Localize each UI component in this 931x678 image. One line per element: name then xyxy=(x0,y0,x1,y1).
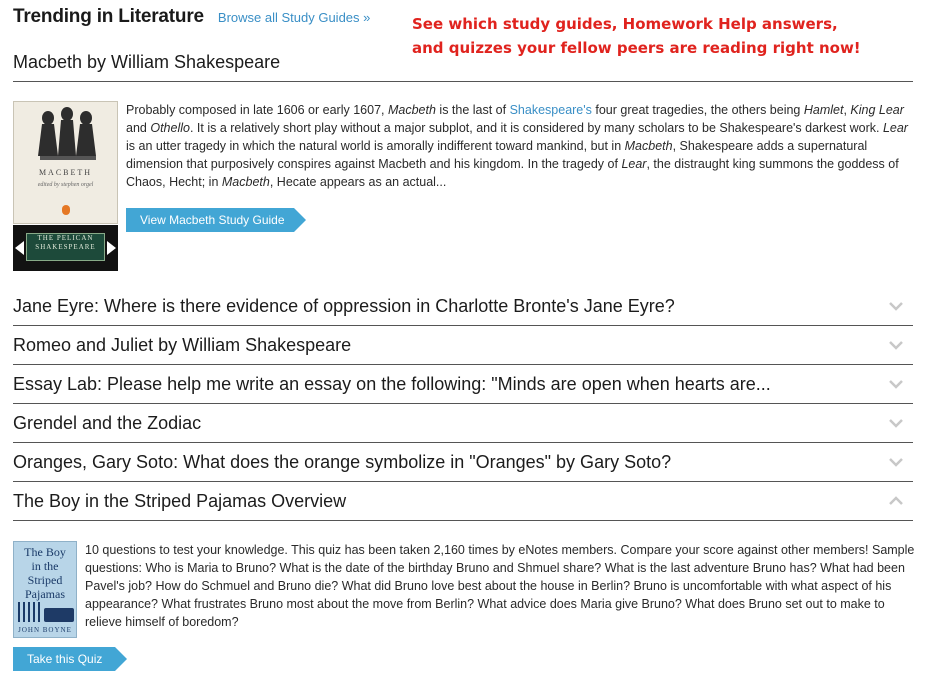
accordion-item-macbeth[interactable] xyxy=(13,43,913,82)
chevron-down-icon[interactable] xyxy=(889,456,903,468)
accordion-title: The Boy in the Striped Pajamas Overview xyxy=(13,491,347,511)
view-study-guide-button[interactable]: View Macbeth Study Guide xyxy=(126,208,294,232)
witches-illustration-icon xyxy=(14,104,119,164)
promo-line-2: and quizzes your fellow peers are reading right now! xyxy=(412,39,861,57)
accordion-item-essay-lab[interactable] xyxy=(13,365,913,404)
take-quiz-button[interactable]: Take this Quiz xyxy=(13,647,115,671)
macbeth-cover-title: MACBETH xyxy=(38,168,93,177)
browse-study-guides-link[interactable]: Browse all Study Guides » xyxy=(217,10,371,25)
accordion-item-grendel[interactable] xyxy=(13,404,913,443)
accordion-title: Macbeth by William Shakespeare xyxy=(13,52,281,72)
chevron-up-icon[interactable] xyxy=(889,495,903,507)
accordion-title: Jane Eyre: Where is there evidence of oppression in Charlotte Bronte's Jane Eyre? xyxy=(13,296,675,316)
accordion-item-jane-eyre[interactable] xyxy=(13,287,913,326)
chevron-down-icon[interactable] xyxy=(889,417,903,429)
accordion-title: Essay Lab: Please help me write an essay on the following: "Minds are open when hearts are... xyxy=(13,374,771,394)
chevron-down-icon[interactable] xyxy=(889,339,903,351)
accordion-item-striped-pajamas[interactable] xyxy=(13,482,913,521)
cover-prev-arrow-icon[interactable] xyxy=(15,241,24,255)
accordion-title: Romeo and Juliet by William Shakespeare xyxy=(13,335,352,355)
accordion-title: Grendel and the Zodiac xyxy=(13,413,202,433)
accordion-title: Oranges, Gary Soto: What does the orange symbolize in "Oranges" by Gary Soto? xyxy=(13,452,672,472)
macbeth-book-cover[interactable] xyxy=(13,101,118,271)
section-header xyxy=(13,6,370,32)
shakespeare-link[interactable]: Shakespeare's xyxy=(509,103,592,117)
pajamas-book-cover[interactable] xyxy=(13,541,77,638)
section-title: Trending in Literature xyxy=(13,6,204,27)
accordion-item-romeo-juliet[interactable] xyxy=(13,326,913,365)
chevron-down-icon[interactable] xyxy=(889,300,903,312)
penguin-logo-icon xyxy=(62,205,70,215)
macbeth-cover-subtitle: edited by stephen orgel xyxy=(37,182,94,188)
chevron-down-icon[interactable] xyxy=(889,378,903,390)
macbeth-cover-series: THE PELICAN SHAKESPEARE xyxy=(35,234,96,251)
stripes-illustration-icon xyxy=(18,602,40,622)
pajamas-cover-title: The Boy in the Striped Pajamas xyxy=(24,545,66,601)
pajamas-cover-author: JOHN BOYNE xyxy=(18,626,72,634)
promo-line-1: See which study guides, Homework Help answers, xyxy=(412,15,838,33)
accordion-panel-macbeth xyxy=(13,101,913,273)
cover-next-arrow-icon[interactable] xyxy=(107,241,116,255)
accordion-item-oranges[interactable] xyxy=(13,443,913,482)
macbeth-description: Probably composed in late 1606 or early 1607, Macbeth is the last of Shakespeare's four great tragedies, the others being Hamlet, King Lear and Othello. It is a relatively short play without a major subplot, and it is considered by many scholars to be Shakespeare's darkest work. Lear is an utter tragedy in which the natural world is amorally indifferent toward mankind, but in Macbeth, Shakespeare adds a supernatural dimension that purposively conspires against Macbeth and his kingdom. In the tragedy of Lear, the distraught king summons the goddess of Chaos, Hecht; in Macbeth, Hecate appears as an actual... xyxy=(126,103,908,189)
quiz-description: 10 questions to test your knowledge. This quiz has been taken 2,160 times by eNotes members. Compare your score against other members! Sample questions: Who is Maria to Bruno? What is the date of the birthday Bruno and Shmuel share? What is the last adventure Bruno has? What had been Pavel's job? How do Schmuel and Bruno die? What did Bruno love best about the house in Berlin? Bruno is uncomfortable with what aspect of his appearance? What frustrates Bruno most about the move from Berlin? What advice does Maria give Bruno? What does Bruno set out to make to relieve himself of boredom? xyxy=(85,543,915,629)
accordion-panel-striped-pajamas xyxy=(13,541,913,671)
book-badge-icon xyxy=(44,608,74,622)
